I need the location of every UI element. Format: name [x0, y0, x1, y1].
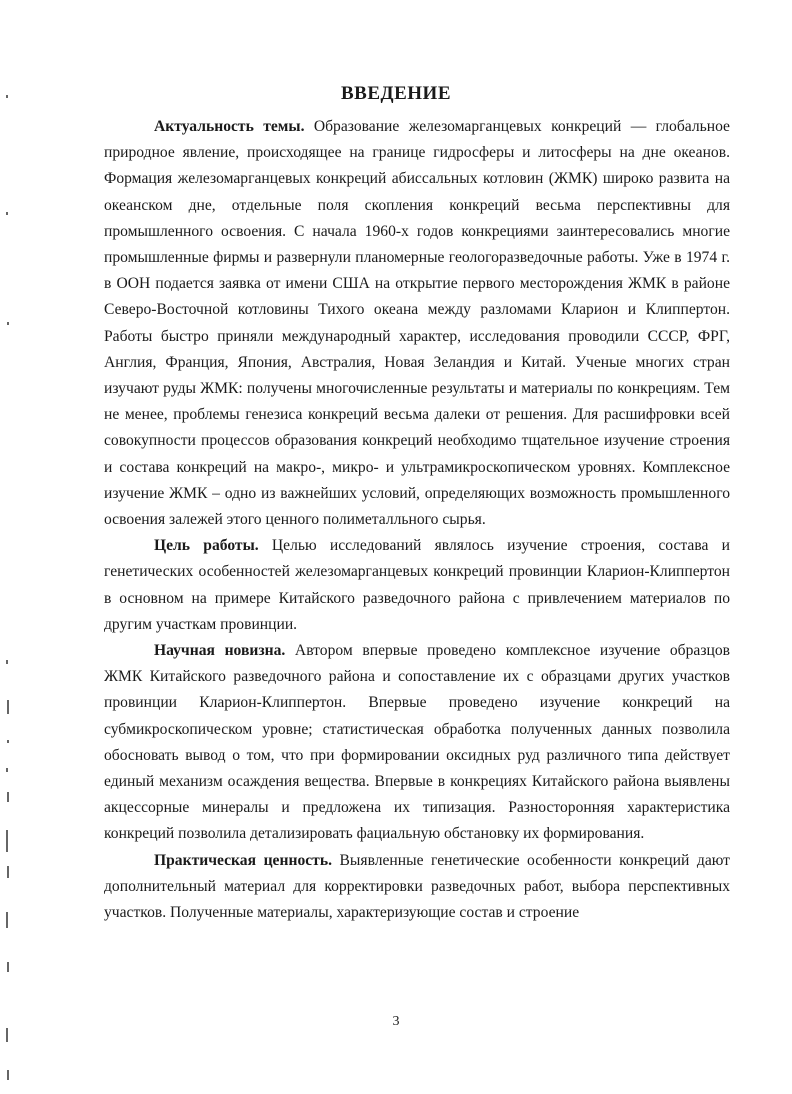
scan-margin-marks	[0, 0, 20, 1094]
paragraph-text: Автором впервые проведено комплексное изучение образцов ЖМК Китайского разведочного района и сопоставление их с образцами других участков провинции Кларион-Клиппертон. Впервые проведено изучение конкреций на субмикроскопическом уровне; статистическая обработка полученных данных позволила обосновать вывод о том, что при формировании оксидных руд различного типа действует единый механизм осаждения вещества. Впервые в конкрециях Китайского района выявлены акцессорные минералы и предложена их типизация. Разносторонняя характеристика конкреций позволила детализировать фациальную обстановку их формирования.	[104, 642, 730, 843]
document-body	[104, 114, 730, 926]
paragraph-heading: Цель работы.	[154, 537, 259, 555]
paragraph-novelty	[104, 638, 730, 848]
paragraph-heading: Актуальность темы.	[154, 118, 305, 135]
paragraph-text: Образование железомарганцевых конкреций — глобальное природное явление, происходящее на границе гидросферы и литосферы на дне океанов. Формация железомарганцевых конкреций абиссальных котловин (ЖМК) широко развита на океанском дне, отдельные поля скопления конкреций весьма перспективны для промышленного освоения. С начала 1960-х годов конкрециями заинтересовались многие промышленные фирмы и развернули планомерные геологоразведочные работы. Уже в 1974 г. в ООН подается заявка от имени США на открытие первого месторождения ЖМК в районе Северо-Восточной котловины Тихого океана между разломами Кларион и Клиппертон. Работы быстро приняли международный характер, исследования проводили СССР, ФРГ, Англия, Франция, Япония, Австралия, Новая Зеландия и Китай. Ученые многих стран изучают руды ЖМК: получены многочисленные результаты и материалы по конкрециям. Тем не менее, проблемы генезиса конкреций весьма далеки от решения. Для расшифровки всей совокупности процессов образования конкреций необходимо тщательное изучение строения и состава конкреций на макро-, микро- и ультрамикроскопическом уровнях. Комплексное изучение ЖМК – одно из важнейших условий, определяющих возможность промышленного освоения залежей этого ценного полиметалльного сырья.	[104, 118, 730, 529]
paragraph-text: Целью исследований являлось изучение строения, состава и генетических особенностей железомарганцевых конкреций провинции Кларион-Клиппертон в основном на примере Китайского разведочного района с привлечением материалов по другим участкам провинции.	[104, 537, 730, 633]
page-number: 3	[392, 1014, 400, 1029]
paragraph-practical-value	[104, 848, 730, 927]
paragraph-heading: Практическая ценность.	[154, 851, 332, 869]
page-title: ВВЕДЕНИЕ	[341, 82, 451, 104]
paragraph-heading: Научная новизна.	[154, 642, 286, 660]
paragraph-relevance	[104, 114, 730, 533]
paragraph-goal	[104, 533, 730, 638]
paragraph-text: Выявленные генетические особенности конкреций дают дополнительный материал для корректировки разведочных работ, выбора перспективных участков. Полученные материалы, характеризующие состав и строение	[104, 851, 730, 922]
